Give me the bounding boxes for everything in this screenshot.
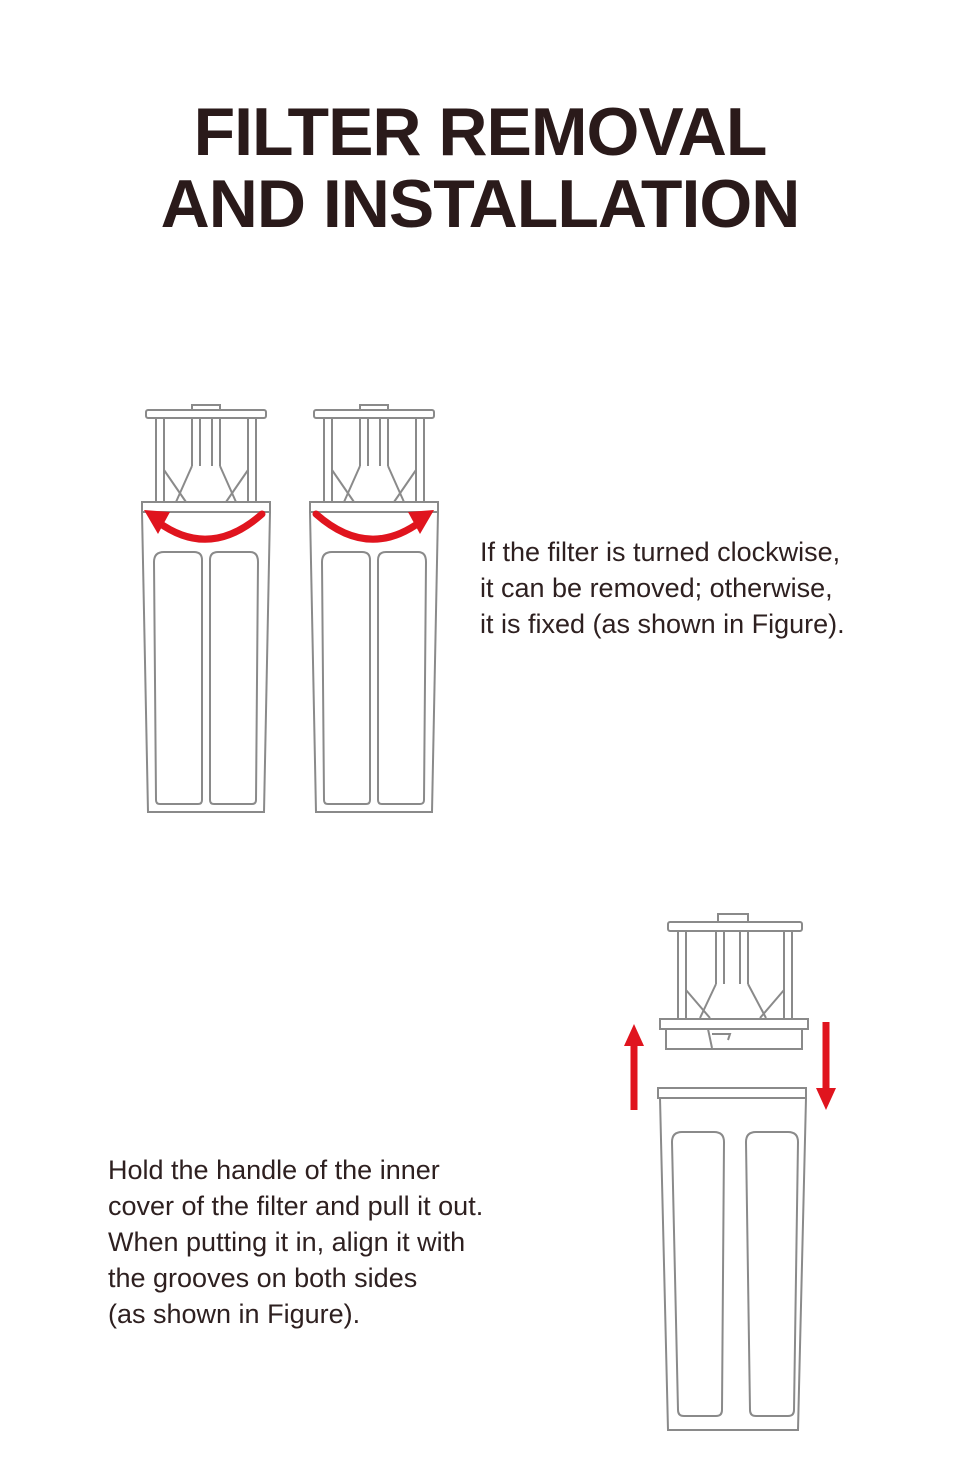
inner-cover [660,914,808,1049]
rotate-caption-line: it can be removed; otherwise, [480,573,833,603]
pull-caption [108,1152,483,1332]
up-arrow-icon [624,1024,644,1110]
title-line-1: FILTER REMOVAL [193,94,767,170]
pull-caption-line: cover of the filter and pull it out. [108,1191,484,1221]
pull-caption-line: the grooves on both sides [108,1263,418,1293]
filter-housing [658,1088,806,1430]
title-line-2: AND INSTALLATION [160,166,800,242]
down-arrow-icon [816,1022,836,1110]
pull-caption-line: Hold the handle of the inner [108,1155,440,1185]
pull-caption-line: When putting it in, align it with [108,1227,466,1257]
rotate-caption-line: If the filter is turned clockwise, [480,537,841,567]
rotate-caption-line: it is fixed (as shown in Figure). [480,609,845,639]
pull-caption-line: (as shown in Figure). [108,1299,361,1329]
